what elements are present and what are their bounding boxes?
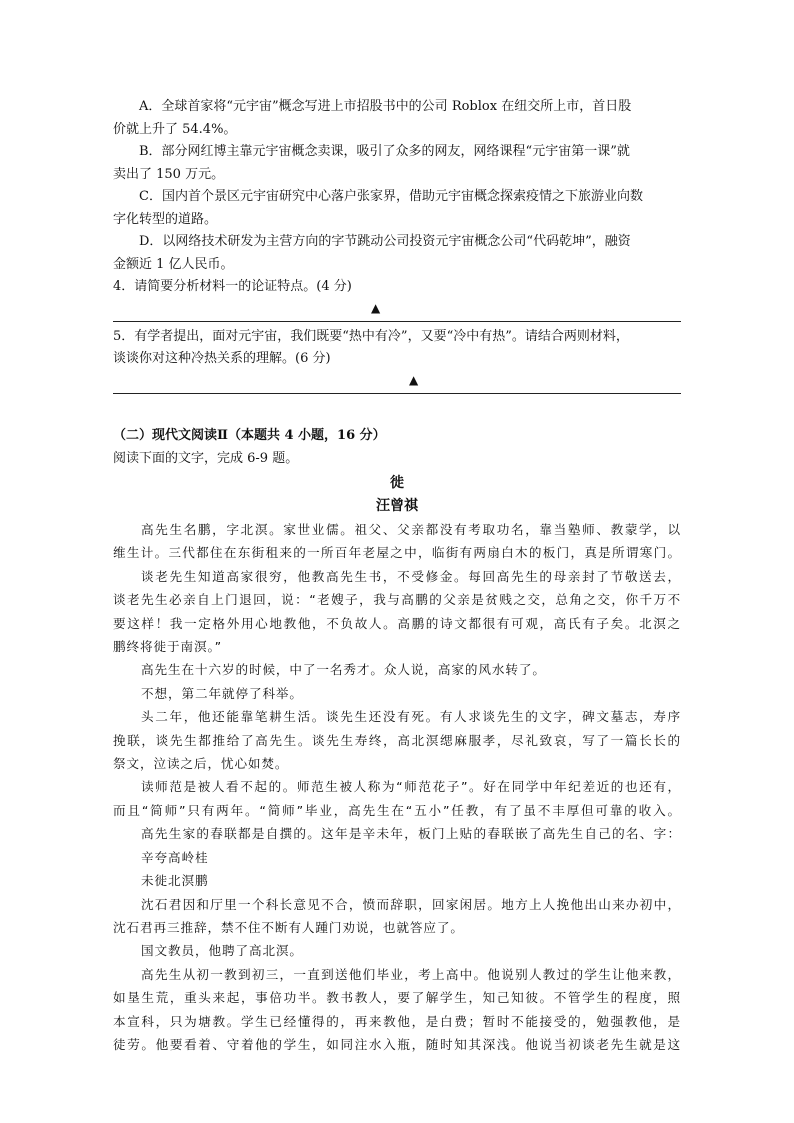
story-title: 徙 [390,475,404,491]
question-4: 4．请简要分析材料一的论证特点。(4 分) [113,279,352,294]
option-a-line1: A．全球首家将“元宇宙”概念写进上市招股书中的公司 Roblox 在纽交所上市，首日股 [139,99,632,114]
option-c-line1: C．国内首个景区元宇宙研究中心落户张家界，借助元宇宙概念探索疫情之下旅游业向数 [139,189,643,204]
option-c-line2: 字化转型的道路。 [113,211,218,227]
story-author: 汪曾祺 [376,498,418,514]
option-d-line1: D．以网络技术研发为主营方向的字节跳动公司投资元宇宙概念公司“代码乾坤”，融资 [139,234,631,249]
story-line: 维生计。三代都住在东街租来的一所百年老屋之中，临街有两扇白木的板门，真是所谓寒门。 [113,545,681,561]
story-line: 未徙北溟鹏 [141,873,209,889]
story-line: 谈老先生必亲自上门退回，说：“老嫂子，我与高鹏的父亲是贫贱之交，总角之交，你千万不 [113,592,681,608]
story-line: 沈石君因和厅里一个科长意见不合，愤而辞职，回家闲居。地方上人挽他出山来办初中， [141,896,681,912]
question-5-line1: 5．有学者提出，面对元宇宙，我们既要“热中有冷”，又要“冷中有热”。请结合两则材料， [113,328,629,344]
option-a-line2: 价就上升了 54.4%。 [113,121,237,137]
option-d-line2: 金额近 1 亿人民币。 [113,256,234,272]
answer-line-5[interactable] [113,371,681,394]
story-line: 读师范是被人看不起的。师范生被人称为“师范花子”。好在同学中年纪差近的也还有， [141,779,681,795]
document-content [113,96,681,1056]
triangle-marker: ▲ [371,300,381,315]
story-line: 如垦生荒，重头来起，事倍功半。教书教人，要了解学生，知己知彼。不管学生的程度，照 [113,990,681,1006]
story-line: 沈石君再三推辞，禁不住不断有人踵门劝说，也就答应了。 [113,919,464,935]
story-line: 辛夸高岭桂 [141,849,209,865]
answer-line-4[interactable] [113,299,681,322]
story-line: 谈老先生知道高家很穷，他教高先生书，不受修金。每回高先生的母亲封了节敬送去， [141,568,681,584]
option-b-line1: B．部分网红博主靠元宇宙概念卖课，吸引了众多的网友，网络课程“元宇宙第一课”就 [139,144,630,159]
story-line: 不想，第二年就停了科举。 [141,685,303,701]
story-line: 挽联，谈先生都推给了高先生。谈先生寿终，高北溟缌麻服孝，尽礼致哀，写了一篇长长的 [113,732,681,748]
story-line: 徒劳。他要看着、守着他的学生，如同注水入瓶，随时知其深浅。他说当初谈老先生就是这 [113,1036,681,1052]
story-line: 头二年，他还能靠笔耕生活。谈先生还没有死。有人求谈先生的文字，碑文墓志，寿序 [141,709,681,725]
option-b-line2: 卖出了 150 万元。 [113,166,225,182]
story-line: 要这样！我一定格外用心地教他，不负故人。高鹏的诗文都很有可观，高氏有子矣。北溟之 [113,615,681,631]
section-instruction: 阅读下面的文字，完成 6-9 题。 [113,450,299,466]
story-line: 国文教员，他聘了高北溟。 [141,943,303,959]
option-list [113,96,681,276]
story-line: 高先生名鹏，字北溟。家世业儒。祖父、父亲都没有考取功名，靠当塾师、教蒙学，以 [141,522,681,537]
story-line: 祭文，泣读之后，忧心如焚。 [113,756,289,772]
story-line: 本宣科，只为塘教。学生已经懂得的，再来教他，是白费；暂时不能接受的，勉强教他，是 [113,1013,681,1029]
story-line: 而且“简师”只有两年。“简师”毕业，高先生在“五小”任教，有了虽不丰厚但可靠的收入。 [113,802,681,818]
story-line: 高先生家的春联都是自撰的。这年是辛未年，板门上贴的春联嵌了高先生自己的名、字： [141,826,681,842]
triangle-marker: ▲ [409,372,419,387]
story-line: 高先生从初一教到初三，一直到送他们毕业，考上高中。他说别人教过的学生让他来教， [141,966,681,982]
section-title: （二）现代文阅读Ⅱ（本题共 4 小题，16 分） [113,427,386,443]
story-line: 鹏终将徙于南溟。” [113,639,223,655]
story-body [113,518,681,1056]
story-line: 高先生在十六岁的时候，中了一名秀才。众人说，高家的风水转了。 [141,662,546,678]
question-5-line2: 谈谈你对这种冷热关系的理解。(6 分) [113,351,331,366]
